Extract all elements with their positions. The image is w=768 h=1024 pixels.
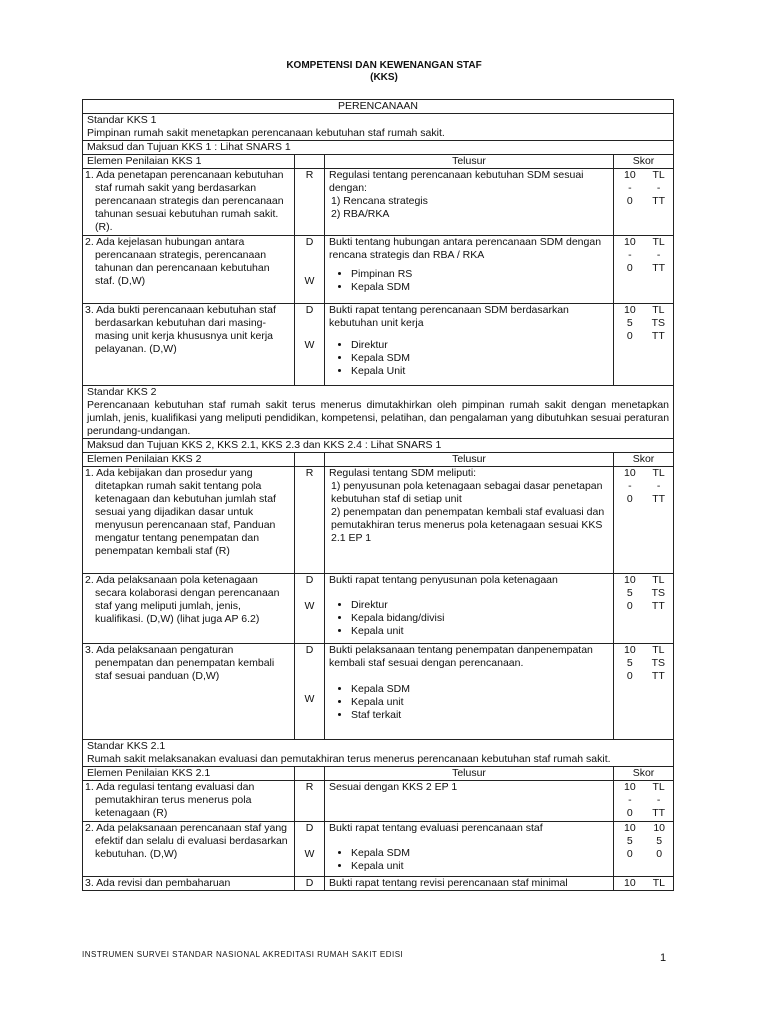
ep-text: 3. Ada revisi dan pembaharuan: [83, 877, 295, 891]
skor-header: Skor: [614, 453, 674, 467]
ep-row: [83, 781, 674, 822]
ep-row: [83, 877, 674, 891]
ep-text: 2. Ada pelaksanaan pola ketenagaan secara kolaborasi dengan perencanaan staf yang meliputi jumlah, jenis, kualifikasi. (D,W) (lihat juga AP 6.2): [83, 574, 295, 644]
ep-type: D: [305, 236, 314, 248]
ep-type: R: [305, 467, 314, 479]
column-header-row: [83, 767, 674, 781]
ep-row: [83, 644, 674, 740]
score-values: 10 - 0 TL - TT: [624, 236, 666, 274]
ep-text: 2. Ada kejelasan hubungan antara perencanaan strategis, perencanaan tahunan dan perencanaan kebutuhan staf. (D,W): [83, 236, 295, 304]
telusur-bullet: • Kepala unit: [351, 860, 609, 873]
maksud-text: Maksud dan Tujuan KKS 1 : Lihat SNARS 1: [83, 141, 674, 155]
ep-type: D: [305, 877, 314, 889]
standard-row: [83, 740, 674, 767]
telusur-text: Regulasi tentang perencanaan kebutuhan SDM sesuai dengan:: [329, 169, 584, 194]
standard-text: Rumah sakit melaksanakan evaluasi dan pemutakhiran terus menerus perencanaan kebutuhan staf rumah sakit.: [87, 753, 611, 765]
elemen-header: Elemen Penilaian KKS 2: [83, 453, 295, 467]
telusur-bullet: • Kepala bidang/divisi: [351, 612, 609, 625]
score-values: 10 5 0 TL TS TT: [624, 304, 666, 342]
score-values: 10 5 0 TL TS TT: [624, 574, 666, 612]
ep-type: D: [305, 304, 314, 316]
ep-row: [83, 304, 674, 386]
telusur-text: Bukti rapat tentang revisi perencanaan staf minimal: [325, 877, 614, 891]
telusur-bullet: • Kepala SDM: [351, 281, 609, 294]
telusur-text: Bukti rapat tentang evaluasi perencanaan staf: [329, 822, 543, 834]
score-values: 10 - 0 TL - TT: [624, 467, 666, 505]
telusur-text: Sesuai dengan KKS 2 EP 1: [325, 781, 614, 822]
ep-row: [83, 574, 674, 644]
ep-text: 1. Ada penetapan perencanaan kebutuhan staf rumah sakit yang berdasarkan perencanaan strategis dan perencanaan tahunan sesuai kebutuhan rumah sakit. (R).: [83, 169, 295, 236]
maksud-row: [83, 439, 674, 453]
ep-type: R: [305, 781, 314, 793]
ep-row: [83, 467, 674, 574]
ep-type: D: [305, 822, 314, 834]
telusur-bullet: • Kepala Unit: [351, 365, 609, 378]
telusur-bullet: • Direktur: [351, 599, 609, 612]
telusur-bullet: • Staf terkait: [351, 709, 609, 722]
section-title: PERENCANAAN: [83, 100, 674, 114]
standard-row: [83, 114, 674, 141]
ep-type: D: [305, 574, 314, 586]
telusur-bullet: • Kepala unit: [351, 696, 609, 709]
maksud-text: Maksud dan Tujuan KKS 2, KKS 2.1, KKS 2.3 dan KKS 2.4 : Lihat SNARS 1: [83, 439, 674, 453]
ep-type: W: [304, 693, 315, 705]
score-values: 10 5 0 10 5 0: [624, 822, 666, 860]
telusur-bullet: • Pimpinan RS: [351, 268, 609, 281]
telusur-bullet: • Kepala unit: [351, 625, 609, 638]
score-values: 10 TL: [624, 877, 666, 889]
telusur-header: Telusur: [325, 155, 614, 169]
page-footer: INSTRUMEN SURVEI STANDAR NASIONAL AKREDITASI RUMAH SAKIT EDISI: [82, 950, 404, 959]
telusur-text: Bukti rapat tentang perencanaan SDM berdasarkan kebutuhan unit kerja: [329, 304, 569, 329]
ep-row: [83, 822, 674, 877]
telusur-bullet: • Kepala SDM: [351, 352, 609, 365]
skor-header: Skor: [614, 155, 674, 169]
telusur-item: 2) RBA/RKA: [331, 208, 390, 220]
page-number: 1: [660, 952, 667, 964]
ep-type: W: [304, 275, 315, 287]
standard-text: Pimpinan rumah sakit menetapkan perencanaan kebutuhan staf rumah sakit.: [87, 127, 445, 139]
telusur-item: 1) penyusunan pola ketenagaan sebagai dasar penetapan kebutuhan staf di setiap unit: [331, 480, 603, 505]
score-values: 10 5 0 TL TS TT: [624, 644, 666, 682]
score-values: 10 - 0 TL - TT: [624, 169, 666, 207]
telusur-header: Telusur: [325, 453, 614, 467]
maksud-row: [83, 141, 674, 155]
ep-text: 1. Ada kebijakan dan prosedur yang ditetapkan rumah sakit tentang pola ketenagaan dan kebutuhan jumlah staf sesuai yang dijadikan dasar untuk menyusun perencanaan staf, Panduan mengatur tentang penempatan dan penempatan kembali staf (R): [83, 467, 295, 574]
skor-header: Skor: [614, 767, 674, 781]
telusur-bullet: • Direktur: [351, 339, 609, 352]
column-header-row: [83, 155, 674, 169]
ep-row: [83, 236, 674, 304]
telusur-text: Regulasi tentang SDM meliputi:: [329, 467, 477, 479]
ep-text: 2. Ada pelaksanaan perencanaan staf yang efektif dan selalu di evaluasi berdasarkan kebutuhan. (D,W): [83, 822, 295, 877]
telusur-bullet: • Kepala SDM: [351, 847, 609, 860]
score-values: 10 - 0 TL - TT: [624, 781, 666, 819]
elemen-header: Elemen Penilaian KKS 2.1: [83, 767, 295, 781]
ep-type: W: [304, 848, 315, 860]
ep-text: 3. Ada pelaksanaan pengaturan penempatan dan penempatan kembali staf sesuai panduan (D,W): [83, 644, 295, 740]
ep-text: 1. Ada regulasi tentang evaluasi dan pemutakhiran terus menerus pola ketenagaan (R): [83, 781, 295, 822]
telusur-text: Bukti rapat tentang penyusunan pola ketenagaan: [329, 574, 558, 586]
ep-type: W: [304, 600, 315, 612]
ep-type: R: [305, 169, 314, 181]
telusur-item: 2) penempatan dan penempatan kembali staf evaluasi dan pemutakhiran terus menerus pola ketenagaan sesuai KKS 2.1 EP 1: [331, 506, 605, 544]
standard-label: Standar KKS 2.1: [87, 740, 166, 752]
ep-row: [83, 169, 674, 236]
telusur-text: Bukti pelaksanaan tentang penempatan danpenempatan kembali staf sesuai dengan perencanaan.: [329, 644, 593, 669]
standard-text: Perencanaan kebutuhan staf rumah sakit terus menerus dimutakhirkan oleh pimpinan rumah sakit dengan menetapkan jumlah, jenis, kualifikasi yang meliputi pendidikan, kompetensi, pelatihan, dan pengalaman yang dibutuhkan sesuai peraturan perundang-undangan.: [87, 399, 670, 437]
standard-label: Standar KKS 1: [87, 114, 157, 126]
document-title: KOMPETENSI DAN KEWENANGAN STAF (KKS): [286, 60, 482, 83]
telusur-item: 1) Rencana strategis: [331, 195, 428, 207]
ep-text: 3. Ada bukti perencanaan kebutuhan staf berdasarkan kebutuhan dari masing-masing unit kerja khususnya unit kerja pelayanan. (D,W): [83, 304, 295, 386]
section-header-row: [83, 100, 674, 114]
telusur-text: Bukti tentang hubungan antara perencanaan SDM dengan rencana strategis dan RBA / RKA: [329, 236, 602, 261]
elemen-header: Elemen Penilaian KKS 1: [83, 155, 295, 169]
ep-type: D: [305, 644, 314, 656]
column-header-row: [83, 453, 674, 467]
telusur-bullet: • Kepala SDM: [351, 683, 609, 696]
telusur-header: Telusur: [325, 767, 614, 781]
standard-label: Standar KKS 2: [87, 386, 157, 398]
standard-row: [83, 386, 674, 439]
ep-type: W: [304, 339, 315, 351]
kks-table: [82, 99, 674, 891]
